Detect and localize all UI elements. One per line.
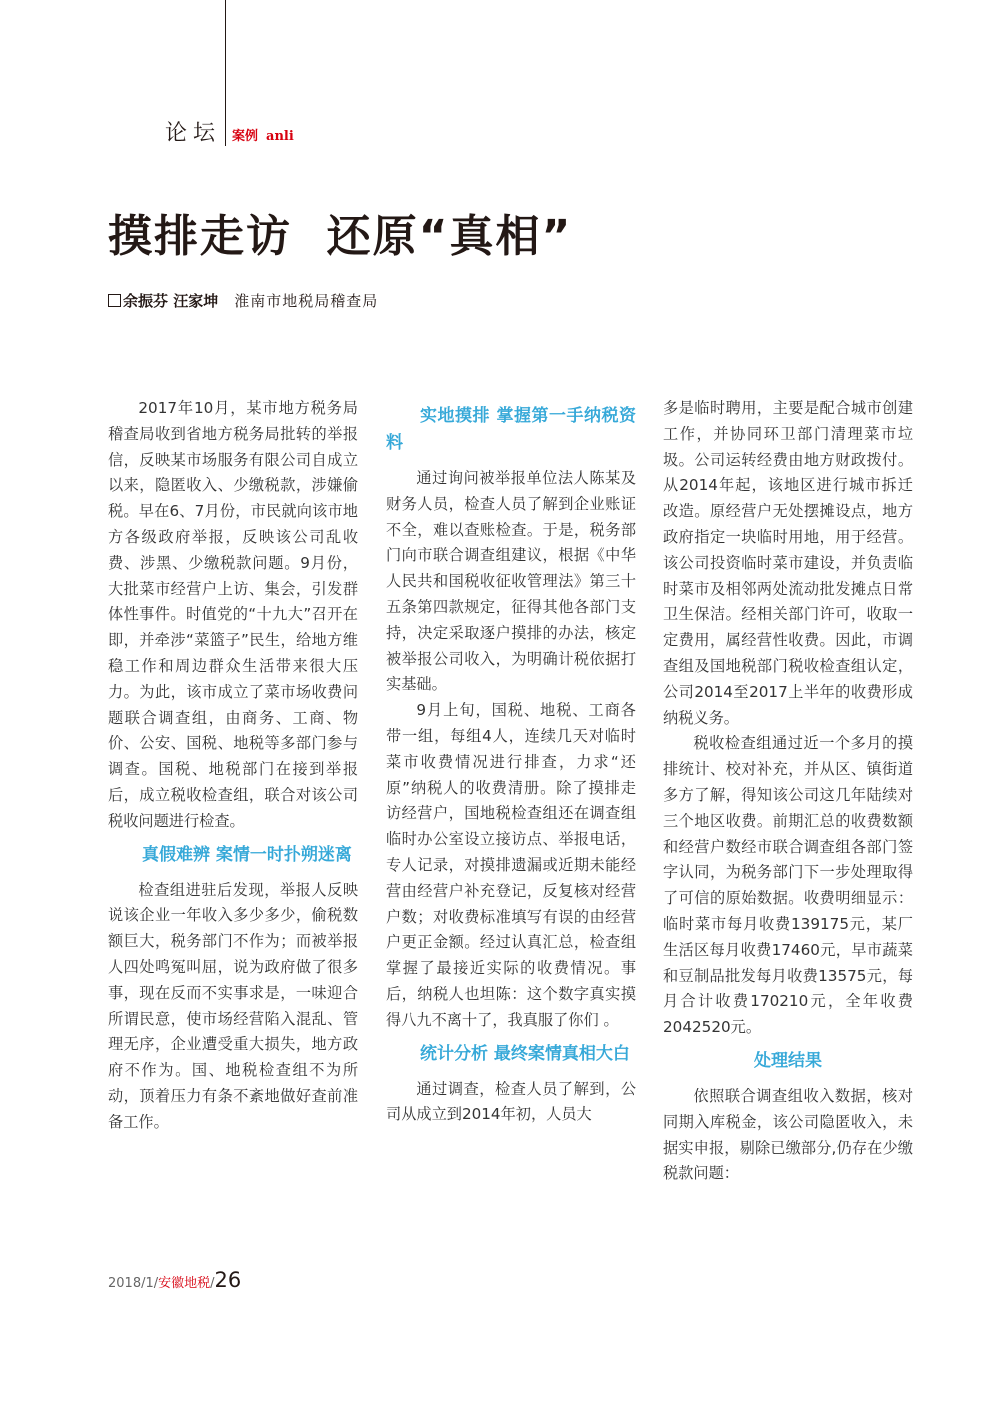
paragraph: 多是临时聘用，主要是配合城市创建工作，并协同环卫部门清理菜市垃圾。公司运转经费由地方财政拨付。从2014年起，该地区进行城市拆迁改造。原经营户无处摆摊设点，地方政府指定一块临时用地，用于经营。该公司投资临时菜市建设，并负责临时菜市及相邻两处流动批发摊点日常卫生保洁。经相关部门许可，收取一定费用，属经营性收费。因此，市调查组及国地税部门税收检查组认定，公司2014至2017上半年的收费形成纳税义务。 (663, 399, 913, 727)
section-heading: 统计分析 最终案情真相大白 (420, 1043, 630, 1064)
section-label: 论坛 (165, 121, 222, 146)
affiliation: 淮南市地税局稽查局 (234, 292, 379, 310)
section-heading: 真假难辨 案情一时扑朔迷离 (142, 844, 352, 865)
article-column-3 (663, 396, 913, 1187)
byline-box-icon (108, 294, 121, 307)
category-label (232, 125, 294, 144)
paragraph: 2017年10月，某市地方税务局稽查局收到省地方税务局批转的举报信，反映某市场服务有限公司自成立以来，隐匿收入、少缴税款，涉嫌偷税。早在6、7月份，市民就向该市地方各级政府举报，反映该公司乱收费、涉黑、少缴税款问题。9月份，大批菜市经营户上访、集会，引发群体性事件。时值党的“十九大”召开在即，并牵涉“菜篮子”民生，给地方维稳工作和周边群众生活带来很大压力。为此，该市成立了菜市场收费问题联合调查组，由商务、工商、物价、公安、国税、地税等多部门参与调查。国税、地税部门在接到举报后，成立税收检查组，联合对该公司税收问题进行检查。 (108, 399, 358, 830)
page-number: 26 (214, 1268, 242, 1292)
article-title: 摸排走访 还原“真相” (108, 211, 573, 262)
paragraph: 通过询问被举报单位法人陈某及财务人员，检查人员了解到企业账证不全，难以查账检查。于是，税务部门向市联合调查组建议，根据《中华人民共和国税收征收管理法》第三十五条第四款规定，征得其他各部门支持，决定采取逐户摸排的办法，核定被举报公司收入，为明确计税依据打实基础。 (386, 469, 636, 694)
article-column-1 (108, 396, 358, 1136)
footer-separator: / (210, 1276, 215, 1291)
paragraph: 税收检查组通过近一个多月的摸排统计、校对补充，并从区、镇街道多方了解，得知该公司这几年陆续对三个地区收费。前期汇总的收费数额和经营户数经市联合调查组各部门签字认同，为税务部门下一步处理取得了可信的原始数据。收费明细显示：临时菜市每月收费139175元，某厂生活区每月收费17460元，早市蔬菜和豆制品批发每月收费13575元，每月合计收费170210元，全年收费2042520元。 (663, 734, 913, 1037)
paragraph: 检查组进驻后发现，举报人反映说该企业一年收入多少多少，偷税数额巨大，税务部门不作为；而被举报人四处鸣冤叫屈，说为政府做了很多事，现在反而不实事求是，一味迎合所谓民意，使市场经营陷入混乱、管理无序，企业遭受重大损失，地方政府不作为。国、地税检查组不为所动，顶着压力有条不紊地做好查前准备工作。 (108, 880, 358, 1131)
footer-magazine: 安徽地税 (158, 1276, 211, 1291)
paragraph: 通过调查，检查人员了解到，公司从成立到2014年初，人员大 (386, 1079, 636, 1124)
byline (108, 290, 378, 311)
category-en: anli (266, 129, 294, 144)
authors: 余振芬 汪家坤 (123, 292, 219, 310)
category-cn: 案例 (232, 129, 259, 144)
section-heading: 处理结果 (754, 1050, 822, 1071)
paragraph: 依照联合调查组收入数据，核对同期入库税金，该公司隐匿收入，未据实申报，剔除已缴部分,仍存在少缴税款问题： (663, 1086, 913, 1183)
paragraph: 9月上旬，国税、地税、工商各带一组，每组4人，连续几天对临时菜市收费情况进行排查，力求“还原”纳税人的收费清册。除了摸排走访经营户，国地税检查组还在调查组临时办公室设立接访点、举报电话，专人记录，对摸排遗漏或近期未能经营由经营户补充登记，反复核对经营户数；对收费标准填写有误的由经营户更正金额。经过认真汇总，检查组掌握了最接近实际的收费情况。事后，纳税人也坦陈：这个数字真实摸得八九不离十了，我真服了你们 。 (386, 701, 636, 1029)
header-divider-line (225, 0, 226, 146)
footer-issue: 2018/1/ (108, 1276, 159, 1291)
section-heading: 实地摸排 掌握第一手纳税资料 (386, 406, 636, 453)
article-column-2 (386, 396, 636, 1128)
page-footer (108, 1268, 241, 1292)
